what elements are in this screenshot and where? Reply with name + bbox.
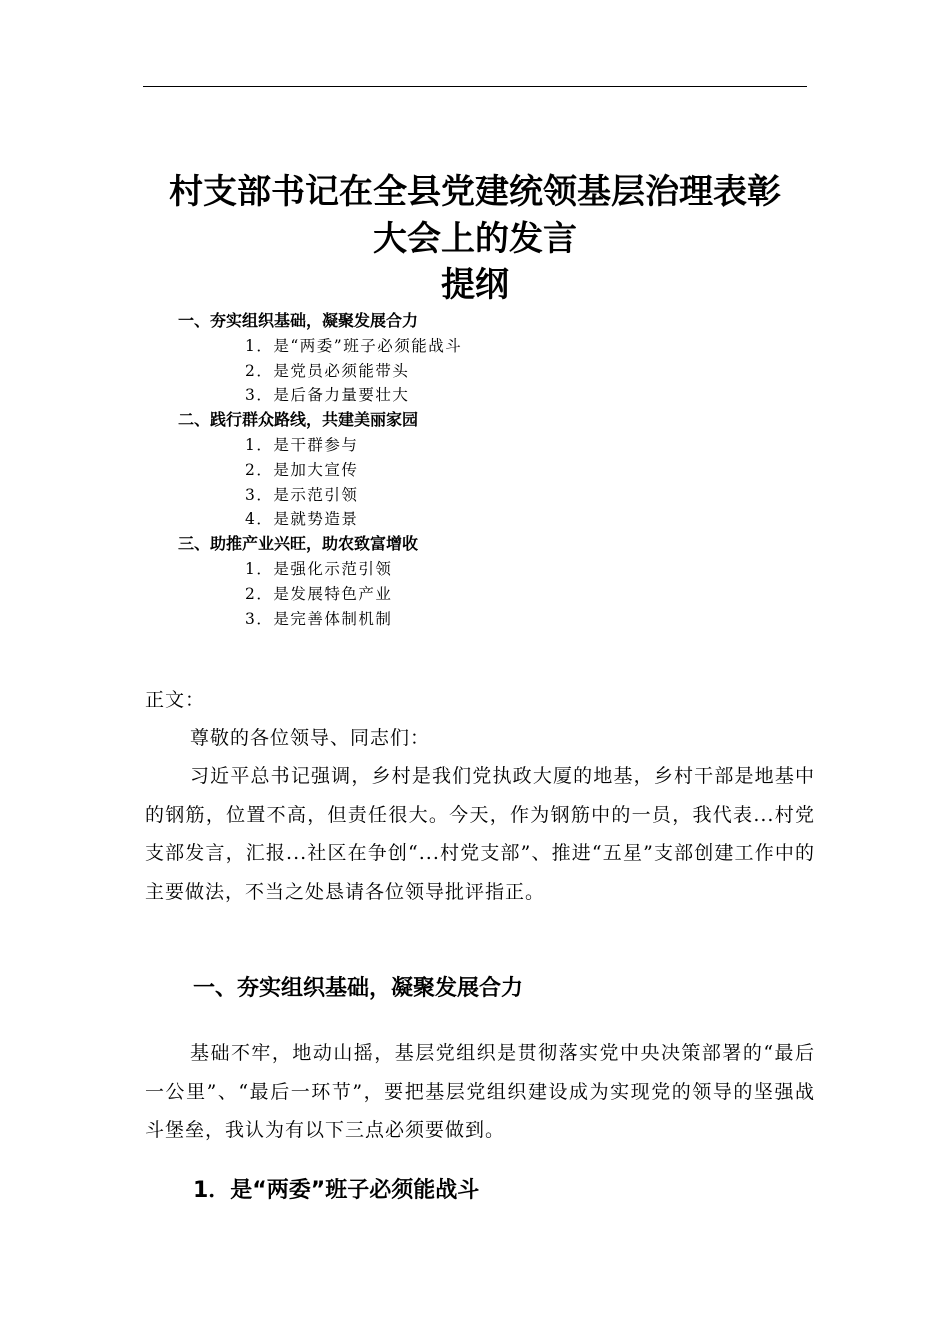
outline-heading: 一、夯实组织基础，凝聚发展合力 [178, 311, 419, 330]
outline-item: 2．是加大宣传 [245, 460, 359, 479]
document-title-line-1: 村支部书记在全县党建统领基层治理表彰 [169, 172, 781, 212]
outline-section-1 [0, 309, 950, 408]
body-paragraph-1: 习近平总书记强调，乡村是我们党执政大厦的地基，乡村干部是地基中的钢筋，位置不高，但责任很大。今天，作为钢筋中的一员，我代表...村党支部发言，汇报...社区在争创“...村党支部”、推进“五星”支部创建工作中的主要做法，不当之处恳请各位领导批评指正。 [145, 765, 815, 903]
outline-item: 2．是党员必须能带头 [245, 361, 410, 380]
document-title-line-2: 大会上的发言 [373, 219, 577, 259]
outline-item: 1．是“两委”班子必须能战斗 [245, 336, 463, 355]
outline-heading: 二、践行群众路线，共建美丽家园 [178, 410, 419, 430]
subsection-heading-1: 1．是“两委”班子必须能战斗 [193, 1178, 480, 1203]
outline-item: 3．是示范引领 [245, 485, 359, 504]
outline-section-3 [0, 532, 950, 631]
body-label: 正文： [145, 689, 206, 711]
outline-heading: 三、助推产业兴旺，助农致富增收 [178, 534, 419, 554]
body-paragraph-2: 基础不牢，地动山摇，基层党组织是贯彻落实党中央决策部署的“最后一公里”、“最后一环节”，要把基层党组织建设成为实现党的领导的坚强战斗堡垒，我认为有以下三点必须要做到。 [145, 1042, 815, 1141]
salutation: 尊敬的各位领导、同志们： [190, 727, 431, 749]
outline-section-2 [0, 408, 950, 532]
outline [0, 309, 950, 631]
section-heading-1: 一、夯实组织基础，凝聚发展合力 [193, 976, 524, 1001]
outline-item: 1．是干群参与 [245, 435, 359, 454]
outline-item: 2．是发展特色产业 [245, 584, 393, 603]
header-rule [143, 86, 807, 87]
outline-item: 4．是就势造景 [245, 510, 359, 529]
outline-item: 3．是后备力量要壮大 [245, 386, 410, 405]
outline-item: 3．是完善体制机制 [245, 609, 393, 628]
document-title-outline: 提纲 [441, 265, 509, 305]
outline-item: 1．是强化示范引领 [245, 559, 393, 578]
